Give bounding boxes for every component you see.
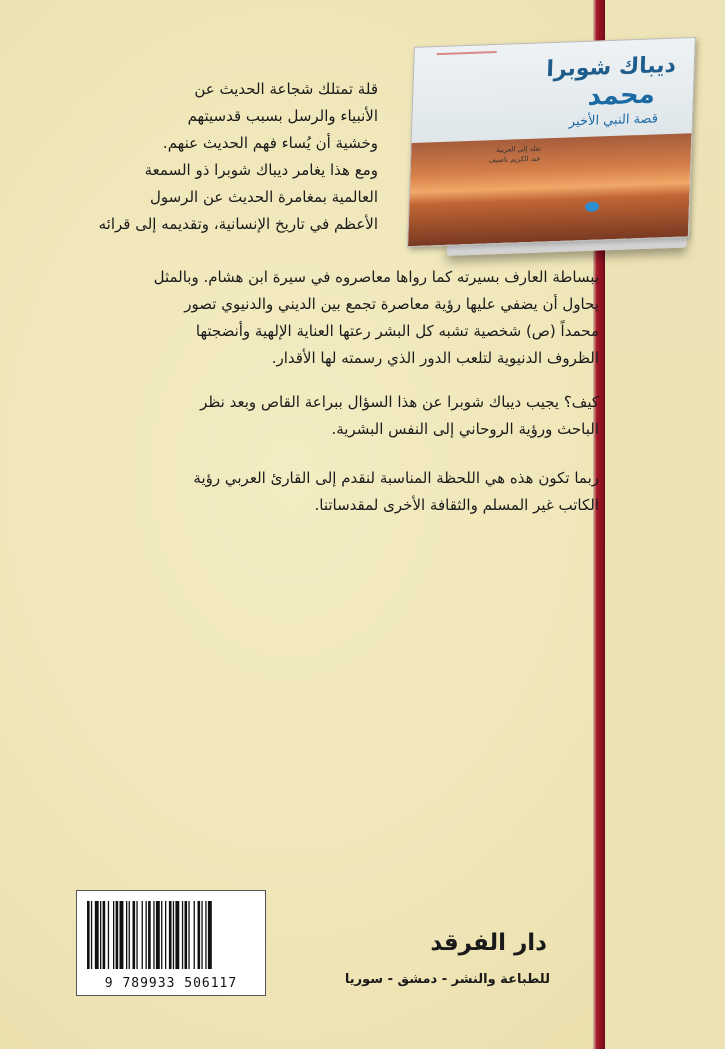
blurb-paragraph-1: قلة تمتلك شجاعة الحديث عن الأنبياء والرسل بسبب قدسيتهم وخشية أن يُساء فهم الحديث عنهم. ومع هذا يغامر ديباك شوبرا ذو السمعة العالمية بمغامرة الحديث عن الرسول الأعظم في تاريخ الإنسانية، وتقديمه إلى قرائه	[98, 80, 378, 233]
book-mockup	[382, 48, 698, 268]
cover-title: محمد	[587, 79, 656, 112]
cover-translator: نقله إلى العربية عبد الكريم ناصيف	[488, 144, 542, 165]
cover-subtitle: قصة النبي الأخير	[568, 111, 659, 130]
cover-sunset-photo	[408, 133, 691, 246]
cover-author: ديباك شوبرا	[545, 52, 677, 83]
publisher-name: دار الفرقد	[430, 930, 547, 956]
book-cover-image	[407, 37, 696, 247]
publisher-address: للطباعة والنشر - دمشق - سوريا	[344, 972, 550, 987]
blurb-paragraph-3: كيف؟ يجيب ديباك شوبرا عن هذا السؤال ببراعة القاص وبعد نظر الباحث ورؤية الروحاني إلى النفس البشرية.	[200, 393, 599, 438]
isbn-barcode	[76, 890, 266, 996]
blurb-paragraph-4: ربما تكون هذه هي اللحظة المناسبة لنقدم إلى القارئ العربي رؤية الكاتب غير المسلم والثقافة الأخرى لمقدساتنا.	[193, 469, 599, 514]
barcode-bars	[87, 901, 255, 969]
blurb-paragraph-2: ببساطة العارف بسيرته كما رواها معاصروه في سيرة ابن هشام. وبالمثل يحاول أن يضفي عليها رؤية معاصرة تجمع بين الديني والدنيوي تصور محمداً (ص) شخصية تشبه كل البشر رعتها العناية الإلهية وأنضجتها الظروف الدنيوية لتلعب الدور الذي رسمته لها الأقدار.	[153, 268, 599, 367]
isbn-number: 9 789933 506117	[104, 976, 238, 991]
